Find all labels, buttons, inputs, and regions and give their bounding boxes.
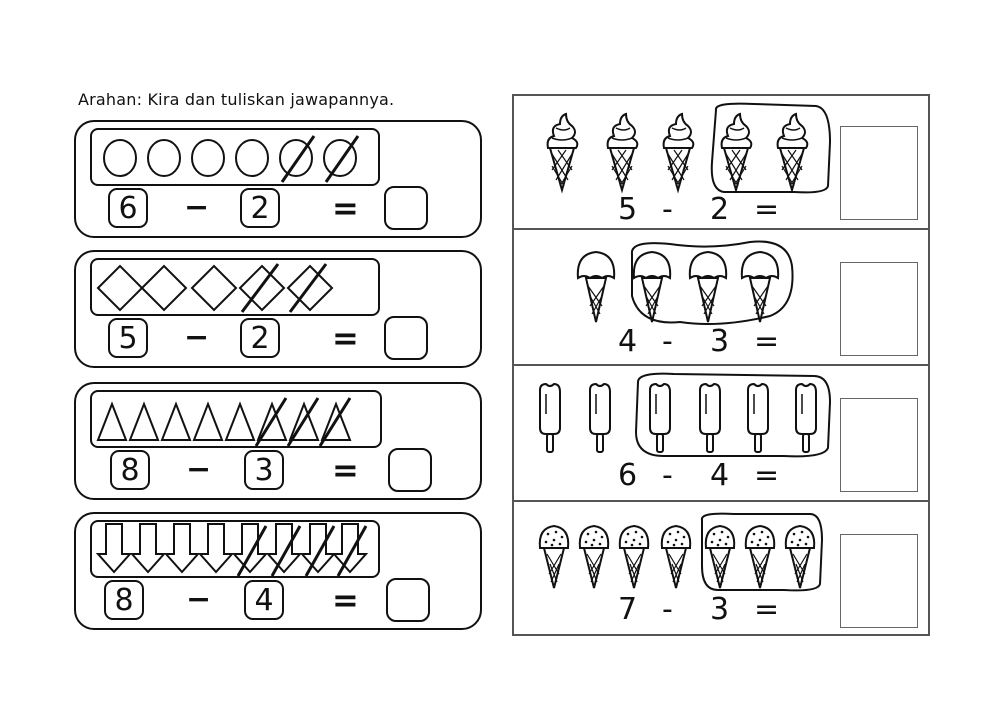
diamonds-drawing bbox=[92, 260, 378, 314]
right-worksheet-panel bbox=[512, 94, 930, 636]
minuend-box: 8 bbox=[104, 580, 144, 620]
equals-sign: = bbox=[332, 319, 359, 357]
equals-sign: = bbox=[754, 324, 782, 359]
left-problem-4 bbox=[74, 512, 482, 630]
operand-b: 4 bbox=[710, 458, 732, 493]
triangles-drawing bbox=[92, 392, 380, 446]
expression-2 bbox=[618, 324, 781, 359]
equation-row-1 bbox=[106, 188, 436, 230]
arrows-drawing bbox=[92, 522, 378, 576]
operator: - bbox=[662, 192, 675, 227]
operand-a: 6 bbox=[618, 458, 640, 493]
operator: - bbox=[662, 324, 675, 359]
minus-sign: − bbox=[184, 190, 210, 225]
answer-box[interactable] bbox=[388, 448, 432, 492]
answer-box[interactable] bbox=[840, 262, 918, 356]
equals-sign: = bbox=[332, 451, 359, 489]
equals-sign: = bbox=[332, 581, 359, 619]
left-problem-2 bbox=[74, 250, 482, 368]
subtrahend-box: 2 bbox=[240, 318, 280, 358]
right-problem-3 bbox=[514, 368, 928, 502]
subtrahend-box: 2 bbox=[240, 188, 280, 228]
expression-3 bbox=[618, 458, 781, 493]
answer-box[interactable] bbox=[840, 534, 918, 628]
answer-box[interactable] bbox=[384, 316, 428, 360]
equals-sign: = bbox=[754, 592, 782, 627]
subtrahend-box: 3 bbox=[244, 450, 284, 490]
ice-pop-icon bbox=[534, 372, 844, 468]
left-problem-1 bbox=[74, 120, 482, 238]
equals-sign: = bbox=[332, 189, 359, 227]
operand-a: 4 bbox=[618, 324, 640, 359]
circles-drawing bbox=[92, 130, 378, 184]
minus-sign: − bbox=[186, 452, 212, 487]
operand-b: 3 bbox=[710, 592, 732, 627]
arrow-group bbox=[90, 520, 380, 578]
diamond-group bbox=[90, 258, 380, 316]
scoop-cone-icon bbox=[570, 236, 830, 336]
triangle-group bbox=[90, 390, 382, 448]
operand-b: 2 bbox=[710, 192, 732, 227]
minuend-box: 6 bbox=[108, 188, 148, 228]
answer-box[interactable] bbox=[840, 126, 918, 220]
answer-box[interactable] bbox=[384, 186, 428, 230]
answer-box[interactable] bbox=[386, 578, 430, 622]
operand-a: 5 bbox=[618, 192, 640, 227]
minus-sign: − bbox=[184, 320, 210, 355]
right-problem-4 bbox=[514, 504, 928, 638]
equation-row-3 bbox=[106, 450, 436, 492]
equation-row-2 bbox=[106, 318, 436, 360]
operand-b: 3 bbox=[710, 324, 732, 359]
expression-1 bbox=[618, 192, 781, 227]
subtrahend-box: 4 bbox=[244, 580, 284, 620]
minuend-box: 8 bbox=[110, 450, 150, 490]
right-problem-2 bbox=[514, 232, 928, 366]
equals-sign: = bbox=[754, 192, 782, 227]
left-problem-3 bbox=[74, 382, 482, 500]
right-problem-1 bbox=[514, 96, 928, 230]
circle-group bbox=[90, 128, 380, 186]
operand-a: 7 bbox=[618, 592, 640, 627]
equation-row-4 bbox=[106, 580, 436, 622]
answer-box[interactable] bbox=[840, 398, 918, 492]
soft-serve-cone-icon bbox=[534, 102, 854, 202]
operator: - bbox=[662, 458, 675, 493]
minus-sign: − bbox=[186, 582, 212, 617]
expression-4 bbox=[618, 592, 781, 627]
instruction-text: Arahan: Kira dan tuliskan jawapannya. bbox=[78, 90, 395, 109]
minuend-box: 5 bbox=[108, 318, 148, 358]
operator: - bbox=[662, 592, 675, 627]
equals-sign: = bbox=[754, 458, 782, 493]
